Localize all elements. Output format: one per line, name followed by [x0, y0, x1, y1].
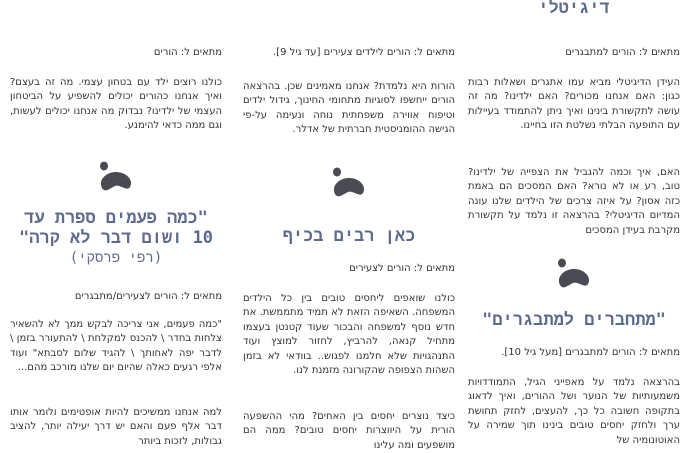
paragraph: כולנו שואפים ליחסים טובים בין כל הילדים המשפחה. השאיפה הזאת לא תמיד מתממשת. את חדש נוסף למשפחה והבכור שעוד קטנטן בעצמו מתחיל קנאה, להרביץ, לחזור למוצץ ועוד התנהגויות שלא חלמנו לפגוש.. בוודאי לא בזמן השהות הצפופה שהקורונה מזמנת לנו. — [243, 293, 455, 377]
paragraph: כיצד נוצרים יחסים בין האחים? מהי ההשפעה הורית על היווצרות יחסים טובים? ממה הם מושפעים ומה עלינו — [243, 411, 455, 451]
section-title: כאן רבים בכיף — [282, 226, 416, 246]
paragraph: למה אנחנו ממשיכים להיות אופטימים ולומר אותו דבר אלף פעם והאם יש דרך יעילה יותר, להציב גבולות, לזכות ביותר — [10, 407, 222, 447]
section-title-digital: דיגיטלי — [538, 0, 610, 18]
section-title: "כמה פעמים ספרת עד 10 ושום דבר לא קרה" — [18, 208, 214, 248]
section-title-credit: (רפי פרסקי) — [69, 250, 163, 266]
suitability-line: מתאים ל: הורים לצעירים — [349, 263, 455, 274]
paragraph: כולנו רוצים ילד עם בטחון עצמי. מה זה בעצם? ואיך אנחנו כהורים יכולים להשפיע על הביטחון העצמי של ילדינו? נבדוק מה אנחנו יכולים לעשות, וגם ממה כדאי להימנע. — [10, 77, 222, 132]
paw-blob-icon — [10, 160, 222, 194]
paragraph: העידן הדיגיטלי מביא עמו אתגרים ושאלות רבות כגון: האם אנחנו מכורים? האם ילדינו? מה זה עושה לתקשורת בינינו ואיך ניתן להתמודד בעיילות עם התופעה הבלתי נשלטת הזו בחיינו. — [468, 77, 680, 132]
suitability-line: מתאים ל: הורים למתבגרים [מעל גיל 10]. — [501, 347, 680, 358]
paragraph: האם, איך וכמה להגביל את הצפייה של ילדינו? טוב, רע או לא נורא? האם המסכים הם באמת כזה אסון? על איזה צרכים של הילדים שלנו עונה המדיום הדיגיטלי? בהרצאה זו נלמד על תקשורת מקרבת בעידן המסכים — [468, 167, 680, 236]
suitability-line: מתאים ל: הורים לילדים צעירים [עד גיל 9]. — [272, 47, 455, 58]
suitability-line: מתאים ל: הורים — [153, 47, 222, 58]
section-title: "מתחברים למתבגרים" — [482, 310, 666, 330]
paw-blob-icon — [468, 257, 680, 291]
paw-blob-icon — [243, 166, 455, 200]
paragraph: הורות היא נלמדת? אנחנו מאמינים שכן. בהרצאה הורים ייחשפו לסוגיות מתחומי החינוך, גידול ילדים וטיפוח אווירה משפחתית נוחה ונעימה על-פי הגישה ההומניסטית חברתית של אדלר. — [243, 81, 455, 136]
suitability-line: מתאים ל: הורים למתבגרים — [565, 47, 680, 58]
paragraph: "כמה פעמים, אני צריכה לבקש ממך לא להשאיר צלחות בחדר \ להכנס למקלחת \ להתעורר בזמן \ לדבר יפה לאחותך \ להגיד שלום לסבתא" ועוד אלפי רגעים כאלה שהיום יום שלנו מורכב מהם... — [10, 319, 222, 374]
column-middle — [243, 0, 455, 450]
column-right — [468, 0, 680, 450]
suitability-line: מתאים ל: הורים לצעירים/מתבגרים — [74, 291, 222, 302]
column-left — [10, 0, 222, 450]
paragraph: בהרצאה נלמד על מאפייני הגיל, התמודדויות משמעותיות של הנוער ושל ההורים, ואיך לדאוג בתקופה חשובה כל כך, להעצים, לחזק תחושת ערך ולחזק יחסים טובים בינינו תוך שמירה על האוטונומיה של — [468, 377, 680, 446]
